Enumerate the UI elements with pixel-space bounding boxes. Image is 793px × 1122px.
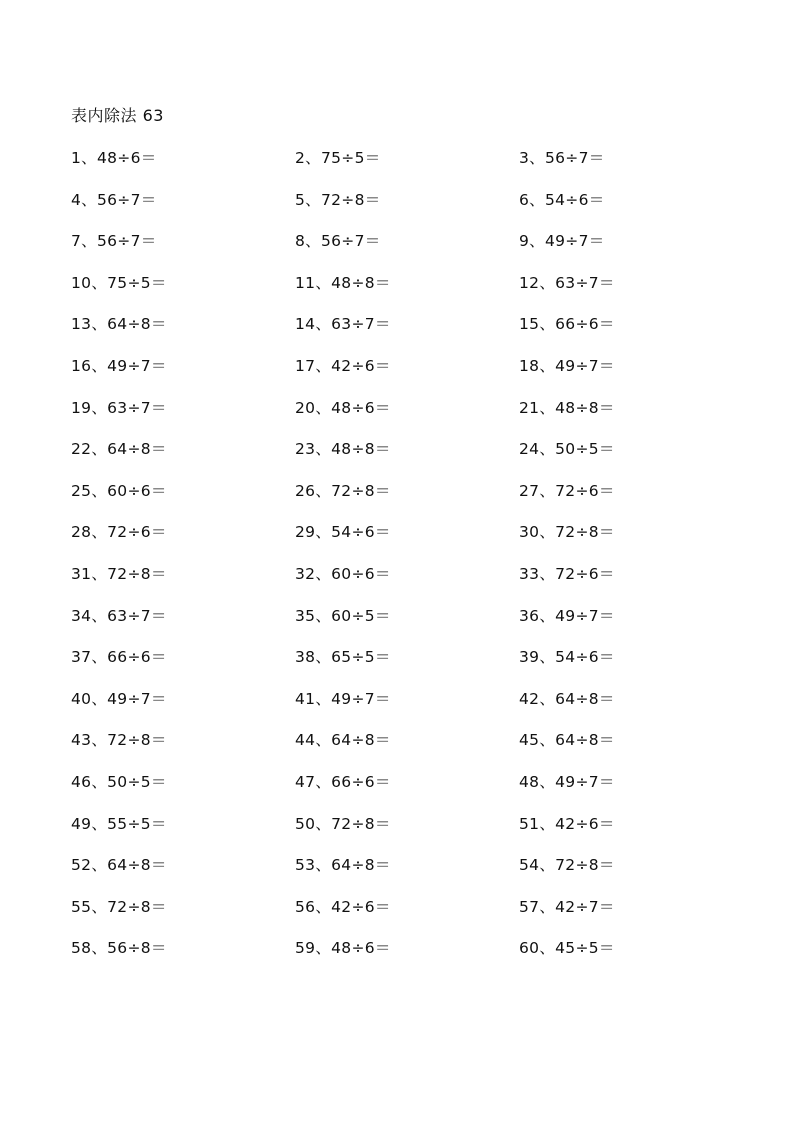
- problem-item: 46、50÷5＝: [71, 772, 167, 791]
- problem-item: 57、42÷7＝: [519, 897, 615, 916]
- problem-item: 34、63÷7＝: [71, 606, 167, 625]
- problem-item: 19、63÷7＝: [71, 398, 167, 417]
- problem-item: 31、72÷8＝: [71, 564, 167, 583]
- problem-item: 32、60÷6＝: [295, 564, 391, 583]
- problem-item: 8、56÷7＝: [295, 232, 381, 251]
- problem-item: 55、72÷8＝: [71, 897, 167, 916]
- problem-item: 5、72÷8＝: [295, 190, 381, 209]
- problem-item: 36、49÷7＝: [519, 606, 615, 625]
- problem-item: 29、54÷6＝: [295, 523, 391, 542]
- problem-item: 20、48÷6＝: [295, 398, 391, 417]
- problem-item: 21、48÷8＝: [519, 398, 615, 417]
- page-title: 表内除法 63: [71, 106, 164, 125]
- problem-item: 14、63÷7＝: [295, 315, 391, 334]
- problem-item: 52、64÷8＝: [71, 856, 167, 875]
- problem-item: 56、42÷6＝: [295, 897, 391, 916]
- problem-item: 1、48÷6＝: [71, 149, 157, 167]
- problem-item: 42、64÷8＝: [519, 689, 615, 708]
- problem-item: 24、50÷5＝: [519, 440, 615, 459]
- problem-item: 59、48÷6＝: [295, 939, 391, 958]
- problem-item: 27、72÷6＝: [519, 481, 615, 500]
- problem-item: 11、48÷8＝: [295, 273, 391, 292]
- problem-item: 58、56÷8＝: [71, 939, 167, 958]
- problem-item: 22、64÷8＝: [71, 440, 167, 459]
- problem-item: 37、66÷6＝: [71, 648, 167, 667]
- problem-item: 6、54÷6＝: [519, 190, 605, 209]
- problem-item: 17、42÷6＝: [295, 356, 391, 375]
- problem-item: 33、72÷6＝: [519, 564, 615, 583]
- problem-item: 9、49÷7＝: [519, 232, 605, 251]
- problem-item: 4、56÷7＝: [71, 190, 157, 209]
- problem-item: 38、65÷5＝: [295, 648, 391, 667]
- problem-item: 26、72÷8＝: [295, 481, 391, 500]
- problem-item: 10、75÷5＝: [71, 273, 167, 292]
- problem-item: 54、72÷8＝: [519, 856, 615, 875]
- problem-item: 50、72÷8＝: [295, 814, 391, 833]
- problem-item: 44、64÷8＝: [295, 731, 391, 750]
- problem-item: 39、54÷6＝: [519, 648, 615, 667]
- problem-item: 35、60÷5＝: [295, 606, 391, 625]
- problem-item: 60、45÷5＝: [519, 939, 615, 958]
- problem-item: 7、56÷7＝: [71, 232, 157, 251]
- problem-item: 18、49÷7＝: [519, 356, 615, 375]
- problem-item: 15、66÷6＝: [519, 315, 615, 334]
- problem-item: 13、64÷8＝: [71, 315, 167, 334]
- problem-item: 25、60÷6＝: [71, 481, 167, 500]
- problem-item: 51、42÷6＝: [519, 814, 615, 833]
- problem-item: 16、49÷7＝: [71, 356, 167, 375]
- problem-item: 47、66÷6＝: [295, 772, 391, 791]
- problem-item: 3、56÷7＝: [519, 149, 605, 167]
- problem-item: 12、63÷7＝: [519, 273, 615, 292]
- problem-item: 23、48÷8＝: [295, 440, 391, 459]
- problem-item: 2、75÷5＝: [295, 149, 381, 167]
- problem-item: 53、64÷8＝: [295, 856, 391, 875]
- problem-item: 48、49÷7＝: [519, 772, 615, 791]
- problem-item: 40、49÷7＝: [71, 689, 167, 708]
- problem-item: 28、72÷6＝: [71, 523, 167, 542]
- problem-item: 43、72÷8＝: [71, 731, 167, 750]
- problem-item: 49、55÷5＝: [71, 814, 167, 833]
- problem-item: 41、49÷7＝: [295, 689, 391, 708]
- problem-grid: [71, 147, 751, 979]
- problem-item: 30、72÷8＝: [519, 523, 615, 542]
- problem-item: 45、64÷8＝: [519, 731, 615, 750]
